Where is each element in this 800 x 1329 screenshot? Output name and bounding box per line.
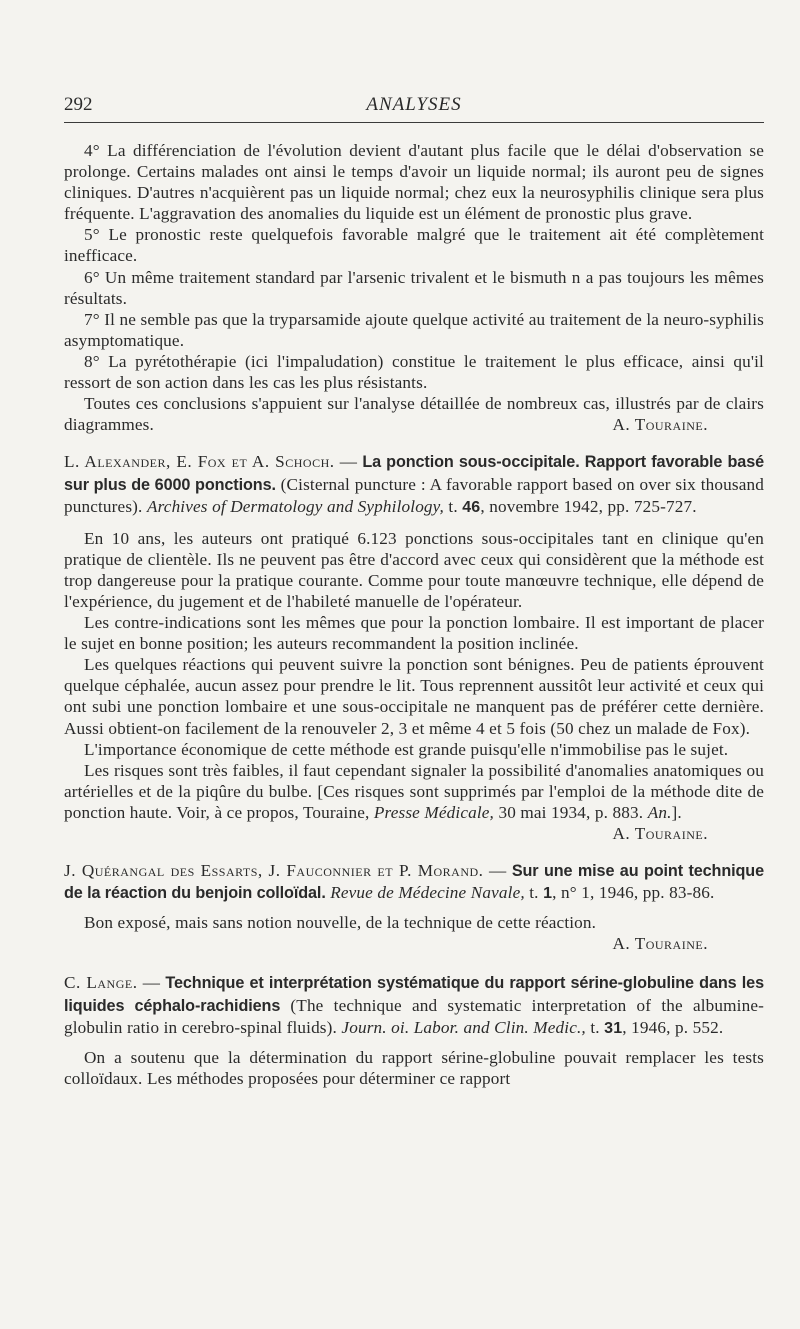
paragraph: En 10 ans, les auteurs ont pratiqué 6.123 ponctions sous-occipitales tant en clinique qu'en pratique de clientèle. Ils ne peuvent pas être d'accord avec ceux qui considèrent que la méthode est trop dangereuse pour la pratique courante. Comme pour toute manœuvre technique, elle dépend de l'expérience, du jugement et de l'habileté manuelle de l'opérateur. [64, 528, 764, 611]
signature: A. Touraine. [612, 415, 708, 435]
review-title: La ponction sous-occipitale. Rapport favorable basé sur plus de 6000 ponctions. [64, 453, 764, 494]
review-subtitle: (Cisternal puncture : A favorable rapport based on over six thousand punctures). [64, 474, 764, 516]
paragraph: 6° Un même traitement standard par l'arsenic trivalent et le bismuth n a pas toujours les mêmes résultats. [64, 267, 764, 308]
review-citation: J. Quérangal des Essarts, J. Fauconnier et P. Morand. — Sur une mise au point technique de la réaction du benjoin colloïdal. Revue de Médecine Navale, t. 1, n° 1, 1946, pp. 83-86. [64, 861, 764, 903]
signature: A. Touraine. [612, 934, 708, 954]
paragraph: 5° Le pronostic reste quelquefois favorable malgré que le traitement ait été complètement inefficace. [64, 225, 764, 266]
paragraph: Bon exposé, mais sans notion nouvelle, de la technique de cette réaction. [84, 913, 597, 933]
review-subtitle: (The technique and systematic interpretation of the albumine-globulin ratio in cerebro-spinal fluids). [64, 995, 764, 1037]
paragraph: 8° La pyrétothérapie (ici l'impaludation) constitue le traitement le plus efficace, ainsi qu'il ressort de son action dans les cas les plus résistants. [64, 351, 764, 393]
review-journal: Archives of Dermatology and Syphilology, [146, 496, 444, 516]
review-authors: C. Lange. [64, 973, 138, 993]
paragraph: Les contre-indications sont les mêmes que pour la ponction lombaire. Il est important de placer le sujet en bonne position; les auteurs recommandent la position inclinée. [64, 613, 764, 654]
review-journal: Revue de Médecine Navale, [330, 883, 525, 903]
running-head: ANALYSES [366, 94, 462, 115]
paragraph: 4° La différenciation de l'évolution devient d'autant plus facile que le délai d'observation se prolonge. Certains malades ont ainsi le temps d'avoir un liquide normal; ils auront peu de signes cliniques. D'autres n'acquièrent pas un liquide normal; chez eux la neurosyphilis clinique sera plus fréquente. L'aggravation des anomalies du liquide est un élément de pronostic plus grave. [64, 141, 764, 224]
cited-journal: Presse Médicale, [373, 802, 494, 822]
review-title: Sur une mise au point technique de la réaction du benjoin colloïdal. [64, 862, 764, 903]
review-title: Technique et interprétation systématique du rapport sérine-globuline dans les liquides céphalo-rachidiens [64, 974, 764, 1015]
review-journal: Journ. oi. Labor. and Clin. Medic., [341, 1017, 586, 1037]
review-volume: 46 [462, 498, 481, 516]
review-authors: J. Quérangal des Essarts, J. Fauconnier et P. Morand. [64, 861, 484, 881]
paragraph: Les quelques réactions qui peuvent suivre la ponction sont bénignes. Peu de patients éprouvent quelque céphalée, aucun assez pour prendre le lit. Tous reprennent aussitôt leur activité et ceux qui ont subi une ponction lombaire et une sous-occipitale ne manquent pas de préférer cette dernière. Aussi obtient-on facilement de la renouveler 2, 3 et même 4 et 5 fois (50 chez un malade de Fox). [64, 655, 764, 738]
review-volume: 31 [604, 1019, 623, 1037]
page-body [64, 140, 764, 1089]
paragraph: On a soutenu que la détermination du rapport sérine-globuline pouvait remplacer les tests colloïdaux. Les méthodes proposées pour déterminer ce rapport [64, 1047, 764, 1088]
paragraph: Les risques sont très faibles, il faut cependant signaler la possibilité d'anomalies anatomiques ou artérielles et de la piqûre du bulbe. [Ces risques sont supprimés par l'emploi de la méthode dite de ponction haute. Voir, à ce propos, Touraine, Presse Médicale, 30 mai 1934, p. 883. An.]. [64, 760, 764, 822]
review-citation: L. Alexander, E. Fox et A. Schoch. — La ponction sous-occipitale. Rapport favorable basé sur plus de 6000 ponctions. (Cisternal puncture : A favorable rapport based on over six thousand punctures). Archives of Dermatology and Syphilology, t. 46, novembre 1942, pp. 725-727. [64, 452, 764, 516]
paragraph-text: Toutes ces conclusions s'appuient sur l'analyse détaillée de nombreux cas, illustrés par de clairs diagrammes. [64, 394, 764, 435]
page-header [64, 92, 764, 123]
page-number: 292 [64, 94, 93, 115]
signature: A. Touraine. [612, 824, 708, 843]
paragraph: L'importance économique de cette méthode est grande puisqu'elle n'immobilise pas le sujet. [84, 739, 729, 759]
paragraph: 7° Il ne semble pas que la tryparsamide ajoute quelque activité au traitement de la neuro-syphilis asymptomatique. [64, 309, 764, 350]
review-authors: L. Alexander, E. Fox et A. Schoch. [64, 452, 335, 472]
review-citation: C. Lange. — Technique et interprétation systématique du rapport sérine-globuline dans les liquides céphalo-rachidiens (The technique and systematic interpretation of the albumine-globulin ratio in cerebro-spinal fluids). Journ. oi. Labor. and Clin. Medic., t. 31, 1946, p. 552. [64, 973, 764, 1037]
review-volume: 1 [543, 885, 553, 903]
